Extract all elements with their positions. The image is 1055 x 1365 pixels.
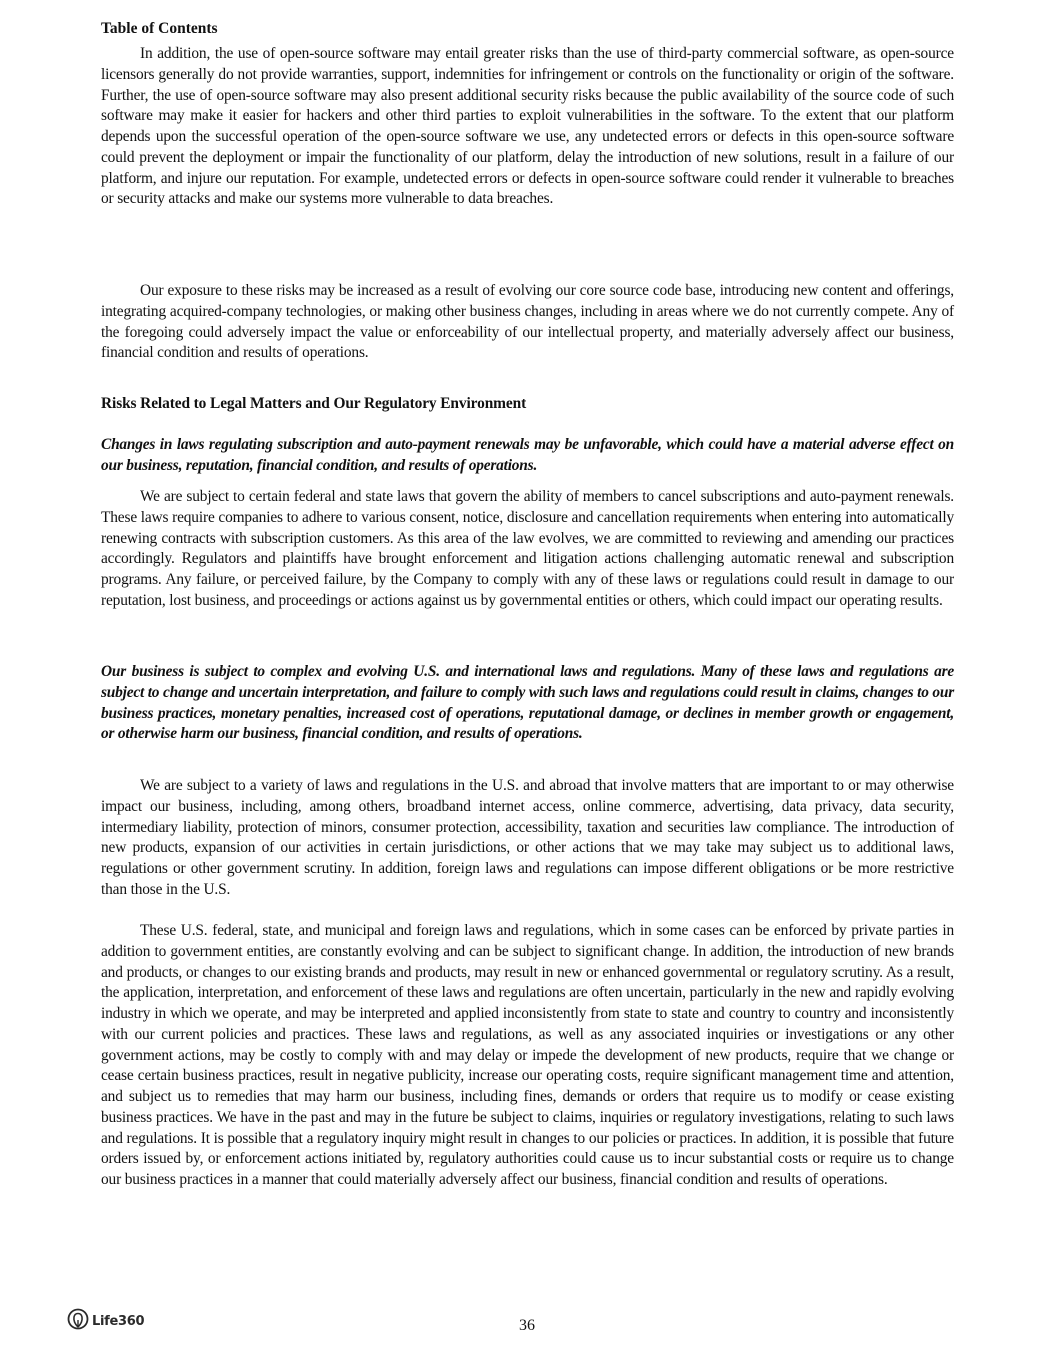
page-number: 36 — [519, 1317, 535, 1334]
paragraph-open-source-risks: In addition, the use of open-source software may entail greater risks than the use of third-party commercial software, as open-source licensors generally do not provide warranties, support, indemnities for infringement or controls on the functionality or origin of the software. Further, the use of open-source software may also present additional security risks because the public availability of the source code of such software may make it easier for hackers and other third parties to exploit vulnerabilities in the software. To the extent that our platform depends upon the successful operation of the open-source software we use, any undetected errors or defects in this open-source software could prevent the deployment or impair the functionality of our platform, delay the introduction of new solutions, result in a failure of our platform, and injure our reputation. For example, undetected errors or defects in open-source software could render it vulnerable to breaches or security attacks and make our systems more vulnerable to data breaches. — [101, 45, 954, 208]
paragraph-subscription-laws: We are subject to certain federal and state laws that govern the ability of members to cancel subscriptions and auto-payment renewals. These laws require companies to adhere to various consent, notice, disclosure and cancellation requirements when entering into automatically renewing contracts with subscription customers. As this area of the law evolves, we are committed to reviewing and amending our practices accordingly. Regulators and plaintiffs have brought enforcement and litigation actions challenging automatic renewal and subscription programs. Any failure, or perceived failure, by the Company to comply with any of these laws or regulations could result in damage to our reputation, lost business, and proceedings or actions against us by governmental entities or others, which could impact our operating results. — [101, 488, 954, 609]
risk-heading-complex-regulations: Our business is subject to complex and evolving U.S. and international laws and regulations. Many of these laws and regulations are subject to change and uncertain interpretation, and failure to comply with such laws and regulations could result in claims, changes to our business practices, monetary penalties, increased cost of operations, reputational damage, or declines in member growth or engagement, or otherwise harm our business, financial condition, and results of operations. — [101, 663, 954, 743]
footer-logo — [67, 1308, 144, 1335]
paragraph-exposure-risks: Our exposure to these risks may be increased as a result of evolving our core source code base, introducing new content and offerings, integrating acquired-company technologies, or making other business changes, including in areas where we do not currently compete. Any of the foregoing could adversely impact the value or enforceability of our intellectual property, and materially adversely affect our business, financial condition and results of operations. — [101, 282, 954, 362]
section-heading-legal-regulatory: Risks Related to Legal Matters and Our Regulatory Environment — [101, 395, 527, 412]
paragraph-evolving-laws: These U.S. federal, state, and municipal and foreign laws and regulations, which in some cases can be enforced by private parties in addition to government entities, are constantly evolving and can be subject to significant change. In addition, the introduction of new brands and products, or changes to our existing brands and products, may result in new or enhanced governmental or regulatory scrutiny. As a result, the application, interpretation, and enforcement of these laws and regulations are often uncertain, particularly in the new and rapidly evolving industry in which we operate, and may be interpreted and applied inconsistently from state to state and country to country and inconsistently with our current policies and practices. These laws and regulations, as well as any associated inquiries or investigations or any other government actions, may be costly to comply with and may delay or impede the development of new products, require that we change or cease certain business practices, result in negative publicity, increase our operating costs, require significant management time and attention, and subject us to remedies that may harm our business, including fines, demands or orders that require us to modify or cease existing business practices. We have in the past and may in the future be subject to claims, inquiries or regulatory investigations, relating to such laws and regulations. It is possible that a regulatory inquiry might result in changes to our policies or practices. In addition, it is possible that future orders issued by, or enforcement actions initiated by, regulatory authorities could cause us to incur substantial costs or require us to change our business practices in a manner that could materially adversely affect our business, financial condition and results of operations. — [101, 922, 954, 1188]
table-of-contents-link[interactable]: Table of Contents — [101, 20, 218, 37]
risk-heading-subscription-laws: Changes in laws regulating subscription and auto-payment renewals may be unfavorable, which could have a material adverse effect on our business, reputation, financial condition, and results of operations. — [101, 436, 954, 474]
paragraph-variety-of-laws: We are subject to a variety of laws and regulations in the U.S. and abroad that involve matters that are important to or may otherwise impact our business, including, among others, broadband internet access, online commerce, advertising, data privacy, data security, intermediary liability, protection of minors, consumer protection, accessibility, taxation and securities law compliance. The introduction of new products, expansion of our activities in certain jurisdictions, or other actions that we may take may subject us to additional laws, regulations or other government scrutiny. In addition, foreign laws and regulations can impose different obligations or be more restrictive than those in the U.S. — [101, 777, 954, 898]
logo-wordmark: Life360 — [92, 1314, 145, 1329]
life360-logo-icon — [67, 1308, 89, 1335]
